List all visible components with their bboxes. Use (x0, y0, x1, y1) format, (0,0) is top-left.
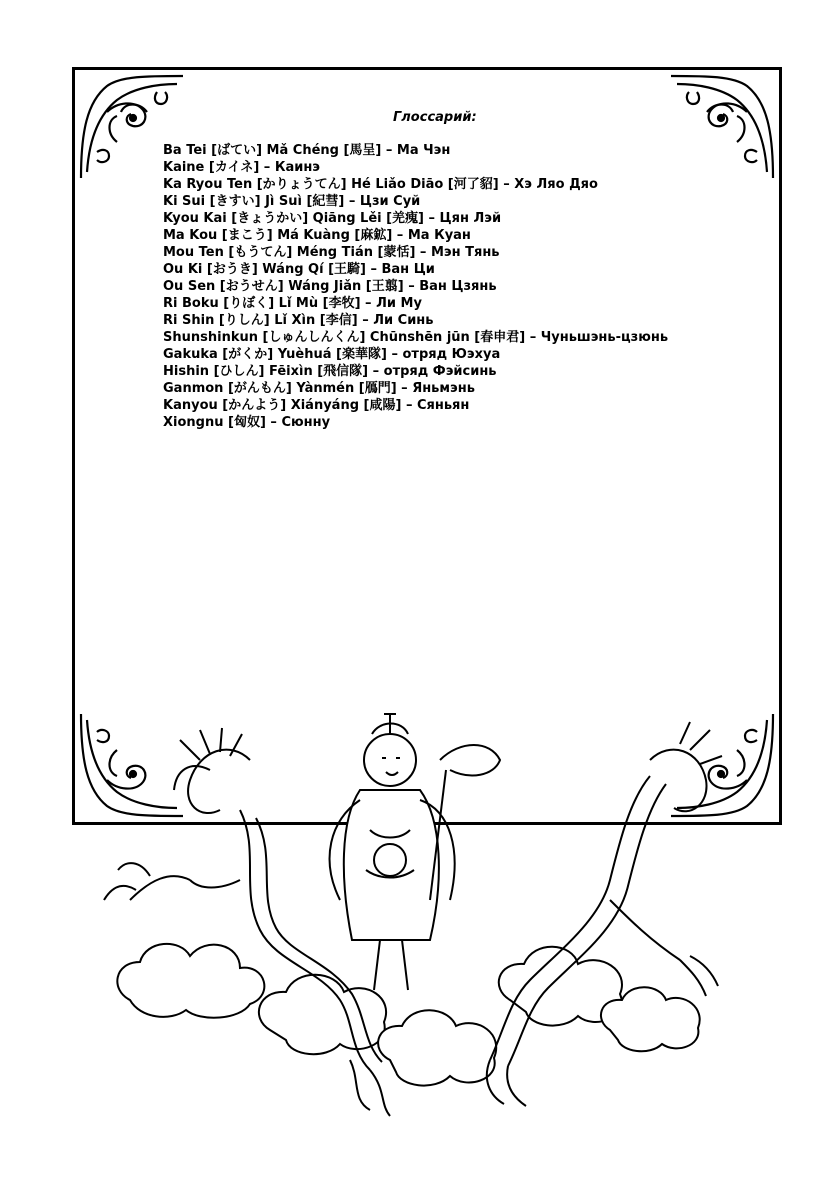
left-dragon (104, 728, 390, 1116)
glossary-entry: Ganmon [がんもん] Yànmén [鴈門] – Яньмэнь (163, 381, 475, 396)
cloud-shape (117, 944, 699, 1086)
glossary-entry: Kaine [カイネ] – Каинэ (163, 160, 321, 175)
rider-figure (330, 714, 500, 990)
glossary-entry: Ma Kou [まこう] Má Kuàng [麻鉱] – Ма Куан (163, 228, 471, 243)
glossary-entry: Kyou Kai [きょうかい] Qiāng Lěi [羌瘣] – Цян Лэй (163, 211, 502, 226)
glossary-entry: Shunshinkun [しゅんしんくん] Chūnshēn jūn [春申君] – Чуньшэнь-цзюнь (163, 330, 669, 345)
glossary-entry: Ki Sui [きすい] Jì Suì [紀彗] – Цзи Суй (163, 194, 421, 209)
glossary-entry: Ka Ryou Ten [かりょうてん] Hé Liǎo Diāo [河了貂] – Хэ Ляо Дяо (163, 177, 598, 192)
glossary-entry: Ri Boku [りぼく] Lǐ Mù [李牧] – Ли Му (163, 296, 422, 311)
glossary-entry: Mou Ten [もうてん] Méng Tián [蒙恬] – Мэн Тянь (163, 245, 500, 260)
glossary-entry: Ba Tei [ばてい] Mǎ Chéng [馬呈] – Ма Чэн (163, 143, 451, 158)
glossary-list (163, 142, 668, 431)
glossary-entry: Ri Shin [りしん] Lǐ Xìn [李信] – Ли Синь (163, 313, 434, 328)
glossary-entry: Kanyou [かんよう] Xiányáng [咸陽] – Сяньян (163, 398, 470, 413)
glossary-entry: Xiongnu [匈奴] – Сюнну (163, 415, 331, 430)
glossary-entry: Hishin [ひしん] Fēixìn [飛信隊] – отряд Фэйсинь (163, 364, 497, 379)
glossary-entry: Ou Ki [おうき] Wáng Qí [王騎] – Ван Ци (163, 262, 435, 277)
right-dragon (487, 722, 722, 1106)
ornament-corner-top-right (667, 72, 777, 182)
glossary-entry: Gakuka [がくか] Yuèhuá [楽華隊] – отряд Юэхуа (163, 347, 501, 362)
glossary-entry: Ou Sen [おうせん] Wáng Jiǎn [王翦] – Ван Цзянь (163, 279, 497, 294)
dragon-rider-illustration (90, 700, 730, 1140)
glossary-title: Глоссарий: (393, 110, 477, 125)
